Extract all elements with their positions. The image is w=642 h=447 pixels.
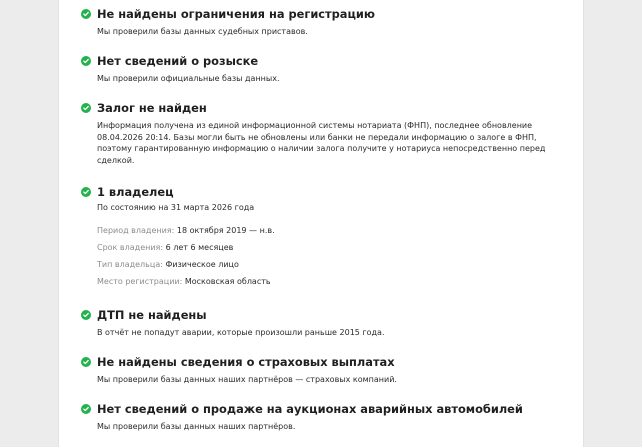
- check-item-owners: [81, 185, 565, 287]
- check-description: Мы проверили базы данных наших партнёров — страховых компаний.: [97, 375, 397, 384]
- owner-detail-row: [97, 242, 565, 253]
- check-description: В отчёт не попадут аварии, которые произошли раньше 2015 года.: [97, 328, 385, 337]
- check-circle-icon: [81, 187, 91, 197]
- owner-detail-row: [97, 276, 565, 287]
- check-circle-icon: [81, 404, 91, 414]
- check-title: Залог не найден: [97, 101, 207, 115]
- detail-value: Физическое лицо: [165, 259, 239, 269]
- check-title: Нет сведений о розыске: [97, 54, 259, 68]
- check-description: Мы проверили официальные базы данных.: [97, 74, 280, 83]
- check-circle-icon: [81, 103, 91, 113]
- check-title: Не найдены ограничения на регистрацию: [97, 7, 375, 21]
- owner-details: [81, 225, 565, 287]
- detail-key: Место регистрации:: [97, 276, 183, 286]
- check-circle-icon: [81, 310, 91, 320]
- check-description: По состоянию на 31 марта 2026 года: [97, 203, 255, 212]
- check-circle-icon: [81, 357, 91, 367]
- detail-value: 18 октября 2019 — н.в.: [176, 225, 275, 235]
- check-item-auctions: [81, 402, 565, 433]
- check-item-restrictions: [81, 7, 565, 38]
- detail-key: Период владения:: [97, 225, 175, 235]
- check-title: 1 владелец: [97, 185, 174, 199]
- detail-key: Тип владельца:: [97, 259, 163, 269]
- owner-detail-row: [97, 225, 565, 236]
- check-item-insurance: [81, 355, 565, 386]
- check-title: Нет сведений о продаже на аукционах аварийных автомобилей: [97, 402, 523, 416]
- check-title: ДТП не найдены: [97, 308, 207, 322]
- check-circle-icon: [81, 9, 91, 19]
- report-card: [58, 0, 584, 447]
- detail-key: Срок владения:: [97, 242, 164, 252]
- check-description: Мы проверили базы данных судебных приставов.: [97, 27, 308, 36]
- check-description: Мы проверили базы данных наших партнёров.: [97, 422, 296, 431]
- check-circle-icon: [81, 56, 91, 66]
- check-item-pledge: [81, 101, 565, 166]
- check-description: Информация получена из единой информационной системы нотариата (ФНП), последнее обновление 08.04.2026 20:14. Базы могли быть не обновлены или банки не передали информацию о залоге в ФНП, поэтому гарантированную информацию о наличии залога получите у нотариуса непосредственно перед сделкой.: [97, 121, 546, 165]
- check-item-wanted: [81, 54, 565, 85]
- check-item-accidents: [81, 308, 565, 339]
- owner-detail-row: [97, 259, 565, 270]
- detail-value: Московская область: [184, 276, 271, 286]
- check-title: Не найдены сведения о страховых выплатах: [97, 355, 395, 369]
- detail-value: 6 лет 6 месяцев: [165, 242, 234, 252]
